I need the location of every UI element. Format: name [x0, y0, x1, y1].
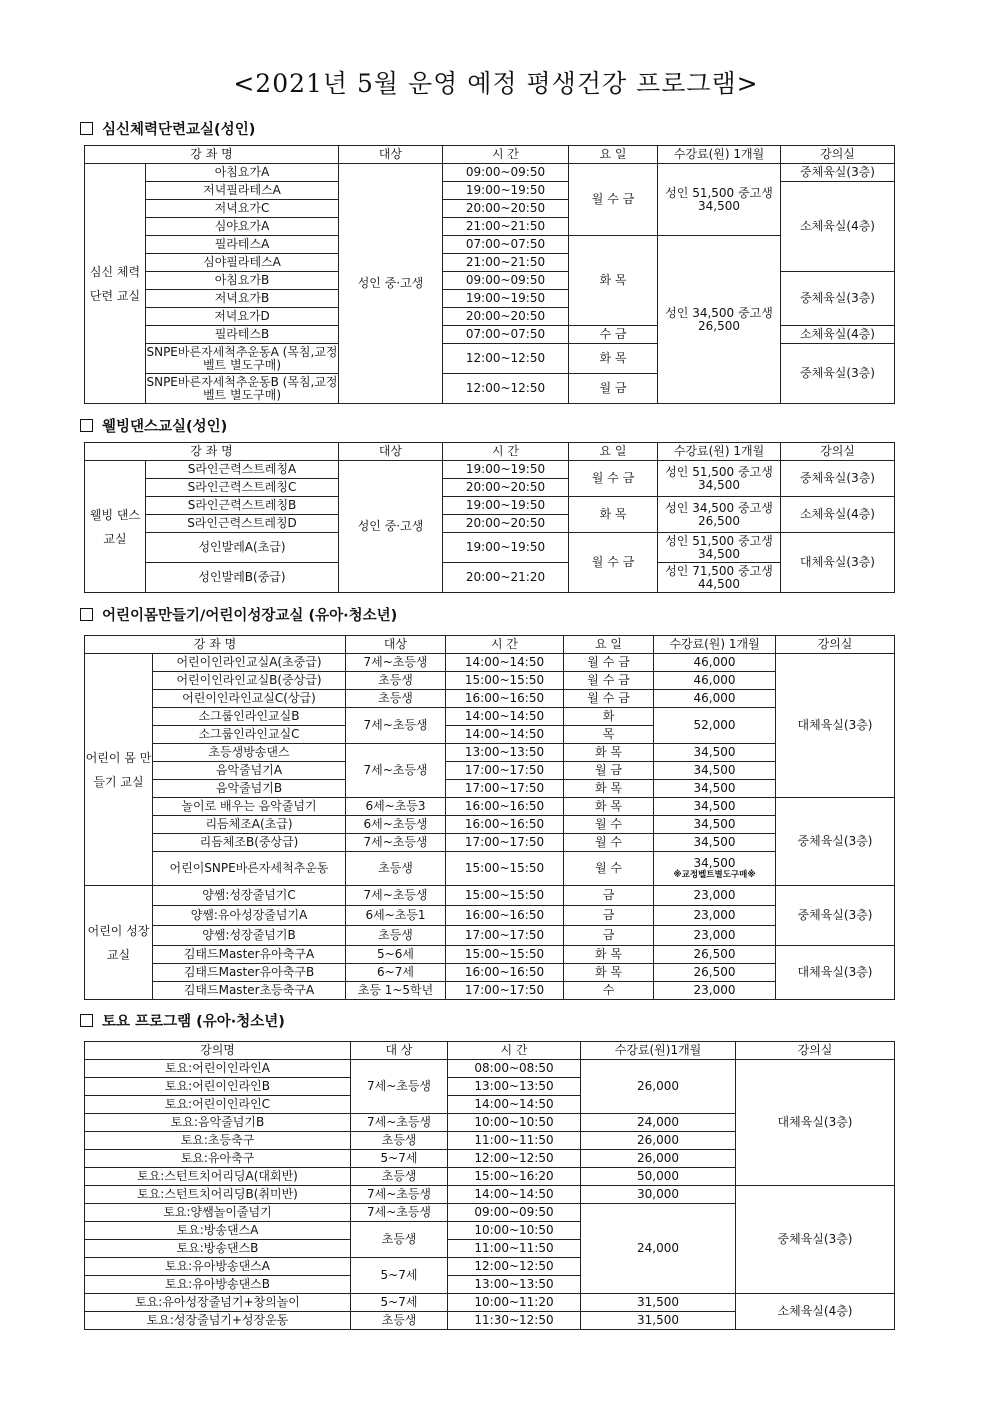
- day-cell: 월 금: [564, 762, 654, 780]
- room-cell: 소체육실(4층): [736, 1294, 895, 1330]
- time-cell: 10:00~11:20: [448, 1294, 581, 1312]
- time-cell: 19:00~19:50: [443, 533, 569, 563]
- course-name: 토요:방송댄스A: [85, 1222, 351, 1240]
- time-cell: 07:00~07:50: [443, 326, 569, 344]
- course-name: 아침요가A: [146, 164, 339, 182]
- target-cell: 7세~초등생: [346, 886, 446, 906]
- course-name: 아침요가B: [146, 272, 339, 290]
- room-cell: 중체육실(3층): [781, 272, 895, 326]
- col-fee: 수강료(원)1개월: [581, 1042, 736, 1060]
- section-title: 토요 프로그램 (유아·청소년): [102, 1014, 285, 1030]
- fee-cell: 성인 34,500 중고생 26,500: [658, 236, 781, 404]
- col-course: 강 좌 명: [85, 636, 346, 654]
- table-row: [85, 780, 895, 798]
- fee-cell: 46,000: [654, 672, 776, 690]
- fee-cell: 52,000: [654, 708, 776, 744]
- course-name: 음악줄넘기B: [153, 780, 346, 798]
- room-cell: 대체육실(3층): [736, 1060, 895, 1186]
- kids-table: [84, 635, 895, 1000]
- checkbox-square-icon: [80, 608, 93, 621]
- time-cell: 20:00~20:50: [443, 308, 569, 326]
- col-target: 대상: [339, 146, 443, 164]
- target-cell: 5~7세: [351, 1258, 448, 1294]
- time-cell: 14:00~14:50: [448, 1096, 581, 1114]
- table-row: [85, 982, 895, 1000]
- room-cell: 중체육실(3층): [781, 344, 895, 404]
- course-name: 놀이로 배우는 음악줄넘기: [153, 798, 346, 816]
- time-cell: 16:00~16:50: [446, 906, 564, 926]
- col-fee: 수강료(원) 1개월: [654, 636, 776, 654]
- time-cell: 09:00~09:50: [443, 164, 569, 182]
- course-name: 토요:어린이인라인A: [85, 1060, 351, 1078]
- target-cell: 5~7세: [351, 1294, 448, 1312]
- table-row: [85, 744, 895, 762]
- course-name: 저녁필라테스A: [146, 182, 339, 200]
- table-row: [85, 533, 895, 563]
- time-cell: 19:00~19:50: [443, 182, 569, 200]
- course-name: 어린이인라인교실A(초중급): [153, 654, 346, 672]
- fee-cell: 성인 51,500 중고생 34,500: [658, 164, 781, 236]
- fee-cell: 26,000: [581, 1132, 736, 1150]
- table-row: [85, 672, 895, 690]
- table-header-row: [85, 1042, 895, 1060]
- course-name: 소그룹인라인교실B: [153, 708, 346, 726]
- course-name: 어린이SNPE바른자세척추운동: [153, 852, 346, 886]
- time-cell: 20:00~20:50: [443, 479, 569, 497]
- section-title: 어린이몸만들기/어린이성장교실 (유아·청소년): [102, 608, 398, 624]
- fee-cell: 50,000: [581, 1168, 736, 1186]
- time-cell: 13:00~13:50: [448, 1078, 581, 1096]
- course-name: 어린이인라인교실C(상급): [153, 690, 346, 708]
- target-cell: 6세~초등3: [346, 798, 446, 816]
- checkbox-square-icon: [80, 1014, 93, 1027]
- room-cell: 대체육실(3층): [781, 533, 895, 593]
- col-time: 시 간: [443, 443, 569, 461]
- day-cell: 화 목: [564, 798, 654, 816]
- section-heading-saturday: [80, 1010, 285, 1031]
- table-row: [85, 852, 895, 886]
- fee-cell: 24,000: [581, 1204, 736, 1294]
- course-name: SNPE바른자세척추운동A (목침,교정벨트 별도구매): [146, 344, 338, 372]
- col-room: 강의실: [776, 636, 895, 654]
- fee-cell: [654, 852, 776, 886]
- table-row: [85, 461, 895, 479]
- target-cell: 초등생: [351, 1132, 448, 1150]
- table-row: [85, 926, 895, 946]
- room-cell: 대체육실(3층): [776, 946, 895, 1000]
- course-name: S라인근력스트레칭C: [146, 479, 339, 497]
- course-name: 토요:유아성장줄넘기+창의놀이: [85, 1294, 351, 1312]
- target-cell: 성인 중·고생: [339, 461, 443, 593]
- course-name: 토요:방송댄스B: [85, 1240, 351, 1258]
- fee-cell: 31,500: [581, 1294, 736, 1312]
- table-row: [85, 1186, 895, 1204]
- time-cell: 20:00~20:50: [443, 515, 569, 533]
- col-time: 시 간: [446, 636, 564, 654]
- day-cell: 금: [564, 906, 654, 926]
- section-heading-dance: [80, 415, 227, 436]
- room-cell: 중체육실(3층): [776, 798, 895, 886]
- course-name: 토요:유아방송댄스B: [85, 1276, 351, 1294]
- fee-cell: 34,500: [654, 816, 776, 834]
- day-cell: 화 목: [564, 964, 654, 982]
- day-cell: 월 수: [564, 816, 654, 834]
- day-cell: 화 목: [569, 344, 658, 374]
- day-cell: 월 수: [564, 852, 654, 886]
- col-room: 강의실: [736, 1042, 895, 1060]
- target-cell: 6세~초등1: [346, 906, 446, 926]
- table-row: [85, 708, 895, 726]
- course-name: SNPE바른자세척추운동B (목침,교정벨트 별도구매): [146, 374, 338, 402]
- table-row: [85, 1060, 895, 1078]
- fitness-table: [84, 145, 895, 404]
- day-cell: 월 수 금: [564, 672, 654, 690]
- course-name: 리듬체조A(초급): [153, 816, 346, 834]
- fee-cell: 성인 51,500 중고생 34,500: [658, 533, 781, 563]
- target-cell: 7세~초등생: [346, 834, 446, 852]
- page-title: <2021년 5월 운영 예정 평생건강 프로그램>: [233, 69, 759, 98]
- fee-cell: 34,500: [654, 798, 776, 816]
- time-cell: 17:00~17:50: [446, 926, 564, 946]
- fee-cell: 26,500: [654, 964, 776, 982]
- room-cell: 소체육실(4층): [781, 326, 895, 344]
- course-name: 김태드Master초등축구A: [153, 982, 346, 1000]
- day-cell: 화 목: [569, 236, 658, 326]
- day-cell: 월 수 금: [564, 690, 654, 708]
- table-row: [85, 1294, 895, 1312]
- target-cell: 초등생: [351, 1168, 448, 1186]
- course-name: 토요:음악줄넘기B: [85, 1114, 351, 1132]
- course-name: 김태드Master유아축구A: [153, 946, 346, 964]
- fee-cell: 46,000: [654, 654, 776, 672]
- fee-note: ※교정벨트별도구매※: [673, 870, 756, 880]
- section-heading-kids: [80, 604, 397, 625]
- col-fee: 수강료(원) 1개월: [658, 146, 781, 164]
- col-day: 요 일: [564, 636, 654, 654]
- time-cell: 17:00~17:50: [446, 982, 564, 1000]
- time-cell: 17:00~17:50: [446, 762, 564, 780]
- course-name: 저녁요가C: [146, 200, 339, 218]
- course-name: 저녁요가D: [146, 308, 339, 326]
- course-name: 소그룹인라인교실C: [153, 726, 346, 744]
- day-cell: 화 목: [564, 946, 654, 964]
- target-cell: 초등생: [346, 672, 446, 690]
- time-cell: 09:00~09:50: [443, 272, 569, 290]
- target-cell: 초등생: [346, 926, 446, 946]
- course-name: 토요:스턴트치어리딩A(대회반): [85, 1168, 351, 1186]
- fee-cell: 30,000: [581, 1186, 736, 1204]
- course-name: 토요:어린이인라인C: [85, 1096, 351, 1114]
- course-name: 필라테스B: [146, 326, 339, 344]
- fee-cell: 성인 51,500 중고생 34,500: [658, 461, 781, 497]
- target-cell: 초등생: [351, 1222, 448, 1258]
- day-cell: 월 금: [569, 374, 658, 404]
- col-time: 시 간: [443, 146, 569, 164]
- time-cell: 15:00~15:50: [446, 852, 564, 886]
- table-row: [85, 906, 895, 926]
- time-cell: 10:00~10:50: [448, 1222, 581, 1240]
- day-cell: 월 수 금: [569, 461, 658, 497]
- fee-cell: 34,500: [654, 780, 776, 798]
- course-name: 어린이인라인교실B(중상급): [153, 672, 346, 690]
- time-cell: 14:00~14:50: [446, 708, 564, 726]
- day-cell: 월 수 금: [569, 164, 658, 236]
- table-row: [85, 946, 895, 964]
- time-cell: 19:00~19:50: [443, 497, 569, 515]
- course-name: 성인발레B(중급): [146, 563, 339, 593]
- fee-cell: 34,500: [654, 744, 776, 762]
- time-cell: 08:00~08:50: [448, 1060, 581, 1078]
- time-cell: 12:00~12:50: [443, 344, 569, 374]
- target-cell: 5~7세: [351, 1150, 448, 1168]
- day-cell: 월 수 금: [564, 654, 654, 672]
- course-name: 김태드Master유아축구B: [153, 964, 346, 982]
- table-header-row: [85, 636, 895, 654]
- day-cell: 월 수: [564, 834, 654, 852]
- course-name: 필라테스A: [146, 236, 339, 254]
- fee-cell: 46,000: [654, 690, 776, 708]
- time-cell: 11:30~12:50: [448, 1312, 581, 1330]
- time-cell: 17:00~17:50: [446, 834, 564, 852]
- fee-cell: 26,000: [581, 1060, 736, 1114]
- col-course: 강 좌 명: [85, 146, 339, 164]
- target-cell: 7세~초등생: [351, 1060, 448, 1114]
- course-name: 음악줄넘기A: [153, 762, 346, 780]
- day-cell: 화 목: [569, 497, 658, 533]
- course-name: 토요:유아축구: [85, 1150, 351, 1168]
- group-label: 어린이 성장 교실: [85, 886, 153, 1000]
- course-name: S라인근력스트레칭B: [146, 497, 339, 515]
- time-cell: 17:00~17:50: [446, 780, 564, 798]
- group-label: 웰빙 댄스 교실: [85, 461, 146, 593]
- time-cell: 14:00~14:50: [446, 654, 564, 672]
- target-cell: 초등생: [351, 1312, 448, 1330]
- table-row: [85, 236, 895, 254]
- fee-cell: 24,000: [581, 1114, 736, 1132]
- room-cell: 대체육실(3층): [776, 654, 895, 798]
- table-row: [85, 886, 895, 906]
- course-name: 토요:유아방송댄스A: [85, 1258, 351, 1276]
- room-cell: 소체육실(4층): [781, 182, 895, 272]
- time-cell: 16:00~16:50: [446, 964, 564, 982]
- table-row: [85, 798, 895, 816]
- target-cell: 7세~초등생: [351, 1204, 448, 1222]
- time-cell: 10:00~10:50: [448, 1114, 581, 1132]
- section-heading-fitness: [80, 118, 255, 139]
- target-cell: 7세~초등생: [346, 708, 446, 744]
- fee-cell: 23,000: [654, 982, 776, 1000]
- time-cell: 11:00~11:50: [448, 1132, 581, 1150]
- course-name: 양쌤:유아성장줄넘기A: [153, 906, 346, 926]
- room-cell: 중체육실(3층): [781, 461, 895, 497]
- section-title: 심신체력단련교실(성인): [102, 122, 256, 138]
- col-fee: 수강료(원) 1개월: [658, 443, 781, 461]
- target-cell: 초등생: [346, 852, 446, 886]
- target-cell: 5~6세: [346, 946, 446, 964]
- day-cell: 화 목: [564, 744, 654, 762]
- col-target: 대상: [339, 443, 443, 461]
- col-time: 시 간: [448, 1042, 581, 1060]
- fee-cell: 26,000: [581, 1150, 736, 1168]
- target-cell: 초등생: [346, 690, 446, 708]
- target-cell: 초등 1~5학년: [346, 982, 446, 1000]
- target-cell: 성인 중·고생: [339, 164, 443, 404]
- col-room: 강의실: [781, 146, 895, 164]
- time-cell: 15:00~15:50: [446, 886, 564, 906]
- time-cell: 16:00~16:50: [446, 690, 564, 708]
- time-cell: 15:00~15:50: [446, 946, 564, 964]
- time-cell: 16:00~16:50: [446, 798, 564, 816]
- col-course: 강의명: [85, 1042, 351, 1060]
- table-header-row: [85, 146, 895, 164]
- time-cell: 09:00~09:50: [448, 1204, 581, 1222]
- time-cell: 15:00~16:20: [448, 1168, 581, 1186]
- time-cell: 13:00~13:50: [446, 744, 564, 762]
- time-cell: 11:00~11:50: [448, 1240, 581, 1258]
- time-cell: 20:00~21:20: [443, 563, 569, 593]
- section-title: 웰빙댄스교실(성인): [102, 419, 228, 435]
- room-cell: 중체육실(3층): [776, 886, 895, 946]
- table-header-row: [85, 443, 895, 461]
- checkbox-square-icon: [80, 419, 93, 432]
- time-cell: 21:00~21:50: [443, 218, 569, 236]
- saturday-table: [84, 1041, 895, 1330]
- col-course: 강 좌 명: [85, 443, 339, 461]
- day-cell: 목: [564, 726, 654, 744]
- table-row: [85, 690, 895, 708]
- table-row: [85, 497, 895, 515]
- time-cell: 07:00~07:50: [443, 236, 569, 254]
- target-cell: 7세~초등생: [346, 744, 446, 798]
- table-row: [85, 654, 895, 672]
- table-row: [85, 762, 895, 780]
- time-cell: 13:00~13:50: [448, 1276, 581, 1294]
- group-label: 어린이 몸 만들기 교실: [85, 654, 153, 886]
- col-day: 요 일: [569, 146, 658, 164]
- course-name: 토요:성장줄넘기+성장운동: [85, 1312, 351, 1330]
- dance-table: [84, 442, 895, 593]
- fee-cell: 34,500: [654, 834, 776, 852]
- col-room: 강의실: [781, 443, 895, 461]
- time-cell: 20:00~20:50: [443, 200, 569, 218]
- course-name: 심야필라테스A: [146, 254, 339, 272]
- course-name: 토요:어린이인라인B: [85, 1078, 351, 1096]
- table-row: [85, 964, 895, 982]
- target-cell: 7세~초등생: [351, 1114, 448, 1132]
- course-name: 심야요가A: [146, 218, 339, 236]
- fee-value: 34,500: [693, 856, 736, 870]
- course-name: 초등생방송댄스: [153, 744, 346, 762]
- fee-cell: 31,500: [581, 1312, 736, 1330]
- time-cell: 19:00~19:50: [443, 461, 569, 479]
- col-day: 요 일: [569, 443, 658, 461]
- fee-cell: 23,000: [654, 906, 776, 926]
- table-row: [85, 834, 895, 852]
- table-row: [85, 816, 895, 834]
- fee-cell: 26,500: [654, 946, 776, 964]
- room-cell: 중체육실(3층): [736, 1186, 895, 1294]
- time-cell: 19:00~19:50: [443, 290, 569, 308]
- col-target: 대 상: [351, 1042, 448, 1060]
- fee-cell: 성인 34,500 중고생 26,500: [658, 497, 781, 533]
- fee-cell: 23,000: [654, 886, 776, 906]
- target-cell: 6세~초등생: [346, 816, 446, 834]
- fee-cell: 성인 71,500 중고생 44,500: [658, 563, 781, 593]
- target-cell: 6~7세: [346, 964, 446, 982]
- time-cell: 12:00~12:50: [443, 374, 569, 404]
- day-cell: 화 목: [564, 780, 654, 798]
- day-cell: 금: [564, 886, 654, 906]
- course-name: 리듬체조B(중상급): [153, 834, 346, 852]
- course-name: 양쌤:성장줄넘기B: [153, 926, 346, 946]
- course-name: 저녁요가B: [146, 290, 339, 308]
- course-name: 토요:양쌤놀이줄넘기: [85, 1204, 351, 1222]
- group-label: 심신 체력 단련 교실: [85, 164, 146, 404]
- day-cell: 수: [564, 982, 654, 1000]
- day-cell: 월 수 금: [569, 533, 658, 593]
- time-cell: 14:00~14:50: [446, 726, 564, 744]
- day-cell: 금: [564, 926, 654, 946]
- fee-cell: 34,500: [654, 762, 776, 780]
- day-cell: 수 금: [569, 326, 658, 344]
- col-target: 대상: [346, 636, 446, 654]
- course-name: 양쌤:성장줄넘기C: [153, 886, 346, 906]
- course-name: 토요:스턴트치어리딩B(취미반): [85, 1186, 351, 1204]
- target-cell: 7세~초등생: [351, 1186, 448, 1204]
- fee-cell: 23,000: [654, 926, 776, 946]
- course-name: 성인발레A(초급): [146, 533, 339, 563]
- time-cell: 12:00~12:50: [448, 1150, 581, 1168]
- day-cell: 화: [564, 708, 654, 726]
- target-cell: 7세~초등생: [346, 654, 446, 672]
- table-row: [85, 164, 895, 182]
- time-cell: 15:00~15:50: [446, 672, 564, 690]
- course-name: S라인근력스트레칭A: [146, 461, 339, 479]
- room-cell: 중체육실(3층): [781, 164, 895, 182]
- checkbox-square-icon: [80, 122, 93, 135]
- time-cell: 21:00~21:50: [443, 254, 569, 272]
- course-name: 토요:초등축구: [85, 1132, 351, 1150]
- room-cell: 소체육실(4층): [781, 497, 895, 533]
- time-cell: 16:00~16:50: [446, 816, 564, 834]
- course-name: S라인근력스트레칭D: [146, 515, 339, 533]
- time-cell: 12:00~12:50: [448, 1258, 581, 1276]
- table-row: [85, 563, 895, 593]
- time-cell: 14:00~14:50: [448, 1186, 581, 1204]
